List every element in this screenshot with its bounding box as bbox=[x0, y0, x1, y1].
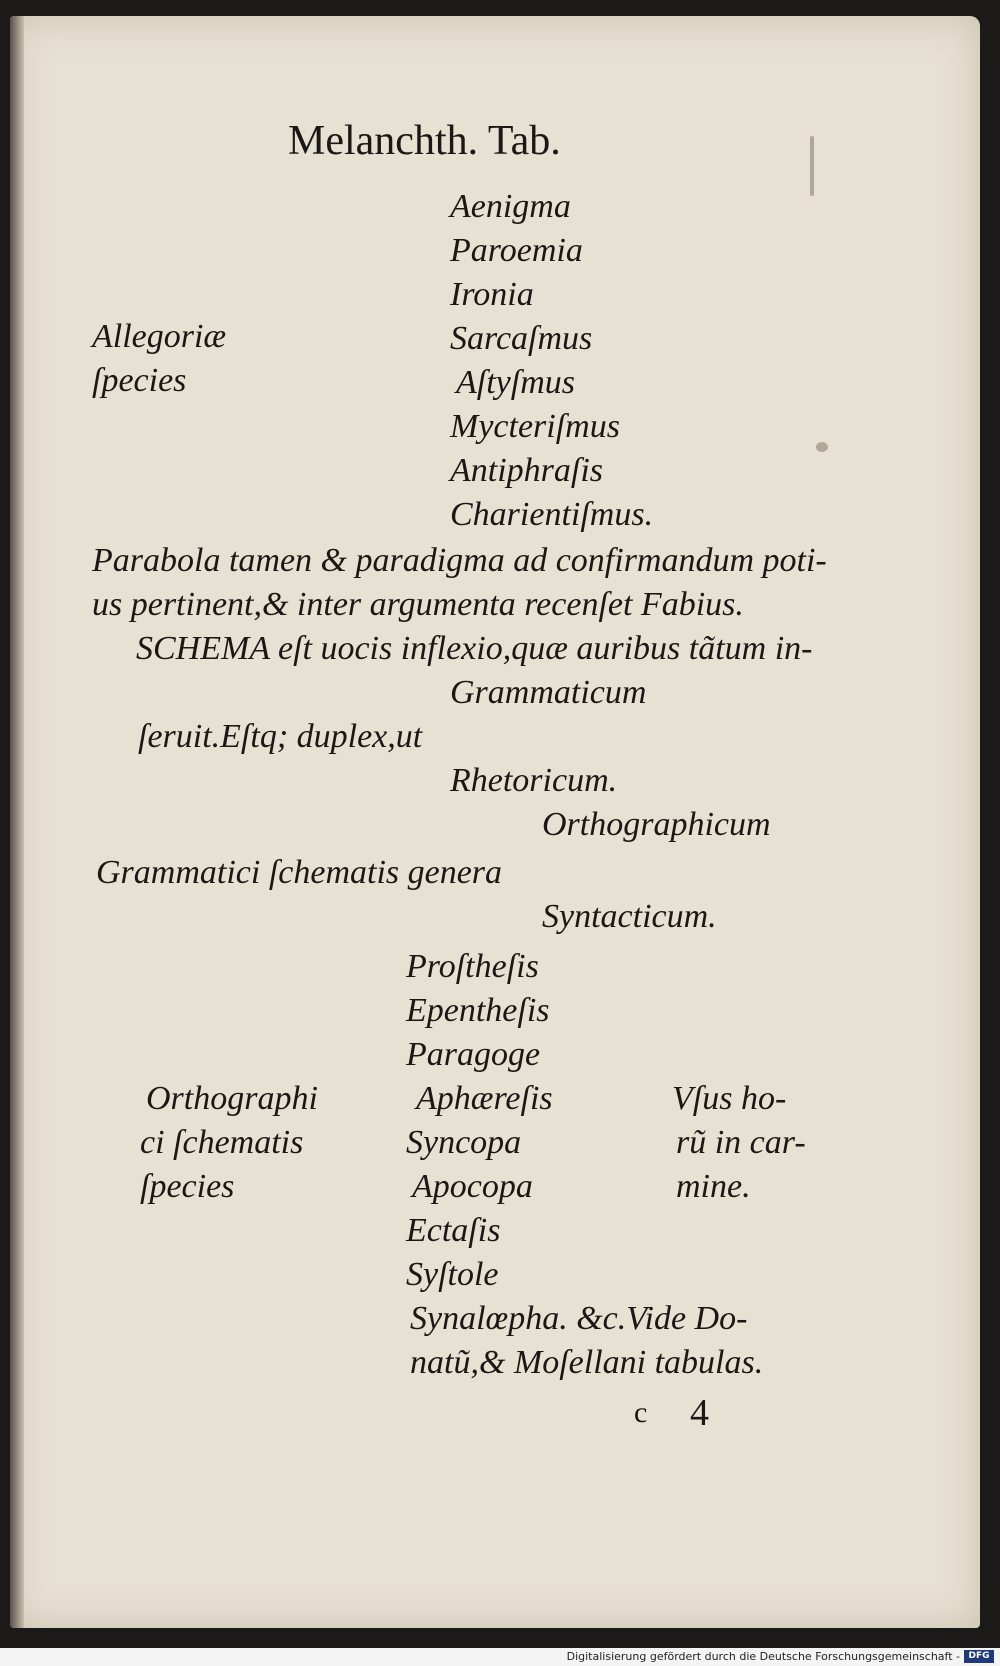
paragraph-line: Parabola tamen & paradigma ad confirmandum poti- bbox=[92, 542, 827, 579]
allegory-item: Sarcaſmus bbox=[450, 320, 593, 357]
orthographici-item: Ectaſis bbox=[406, 1212, 501, 1249]
grammatici-item: Syntacticum. bbox=[542, 898, 717, 935]
page-edge bbox=[10, 16, 24, 1628]
allegory-item: Paroemia bbox=[450, 232, 583, 269]
orthographici-label: ci ſchematis bbox=[140, 1124, 304, 1161]
usage-note: Vſus ho- bbox=[672, 1080, 787, 1117]
orthographici-item: Proſtheſis bbox=[406, 948, 539, 985]
schema-type: Rhetoricum. bbox=[450, 762, 618, 799]
usage-note: mine. bbox=[676, 1168, 751, 1205]
allegory-item: Mycteriſmus bbox=[450, 408, 620, 445]
grammatici-label: Grammatici ſchematis genera bbox=[96, 854, 503, 891]
running-header: Melanchth. Tab. bbox=[288, 118, 561, 164]
grammatici-item: Orthographicum bbox=[542, 806, 771, 843]
folio-number: 4 bbox=[690, 1392, 709, 1434]
signature-mark: c bbox=[634, 1396, 648, 1429]
allegory-item: Aenigma bbox=[450, 188, 571, 225]
orthographici-item: Syſtole bbox=[406, 1256, 499, 1293]
paragraph-line: ſeruit.Eſtq; duplex,ut bbox=[138, 718, 423, 755]
dfg-logo: DFG bbox=[964, 1650, 994, 1663]
orthographici-item: Synalœpha. &c.Vide Do- bbox=[410, 1300, 748, 1337]
orthographici-item: Apocopa bbox=[412, 1168, 533, 1205]
allegory-item: Antiphraſis bbox=[450, 452, 604, 489]
paragraph-line: SCHEMA eſt uocis inflexio,quæ auribus tãtum in- bbox=[136, 630, 813, 667]
orthographici-item: Aphæreſis bbox=[416, 1080, 553, 1117]
schema-type: Grammaticum bbox=[450, 674, 647, 711]
orthographici-item: Paragoge bbox=[406, 1036, 541, 1073]
usage-note: rũ in car- bbox=[676, 1124, 806, 1161]
allegory-label: Allegoriæ bbox=[92, 318, 227, 355]
orthographici-item: Epentheſis bbox=[406, 992, 550, 1029]
orthographici-item: natũ,& Moſellani tabulas. bbox=[410, 1344, 764, 1381]
orthographici-label: Orthographi bbox=[146, 1080, 318, 1117]
orthographici-item: Syncopa bbox=[406, 1124, 522, 1161]
paragraph-line: us pertinent,& inter argumenta recenſet Fabius. bbox=[92, 586, 744, 623]
ink-smudge bbox=[810, 136, 814, 196]
ink-smudge bbox=[816, 442, 828, 452]
allegory-label: ſpecies bbox=[92, 362, 187, 399]
allegory-item: Charientiſmus. bbox=[450, 496, 654, 533]
allegory-item: Ironia bbox=[450, 276, 534, 313]
orthographici-label: ſpecies bbox=[140, 1168, 235, 1205]
digitization-footer bbox=[0, 1648, 1000, 1666]
allegory-item: Aſtyſmus bbox=[456, 364, 575, 401]
footer-credit: Digitalisierung gefördert durch die Deutsche Forschungsgemeinschaft - bbox=[566, 1650, 960, 1663]
